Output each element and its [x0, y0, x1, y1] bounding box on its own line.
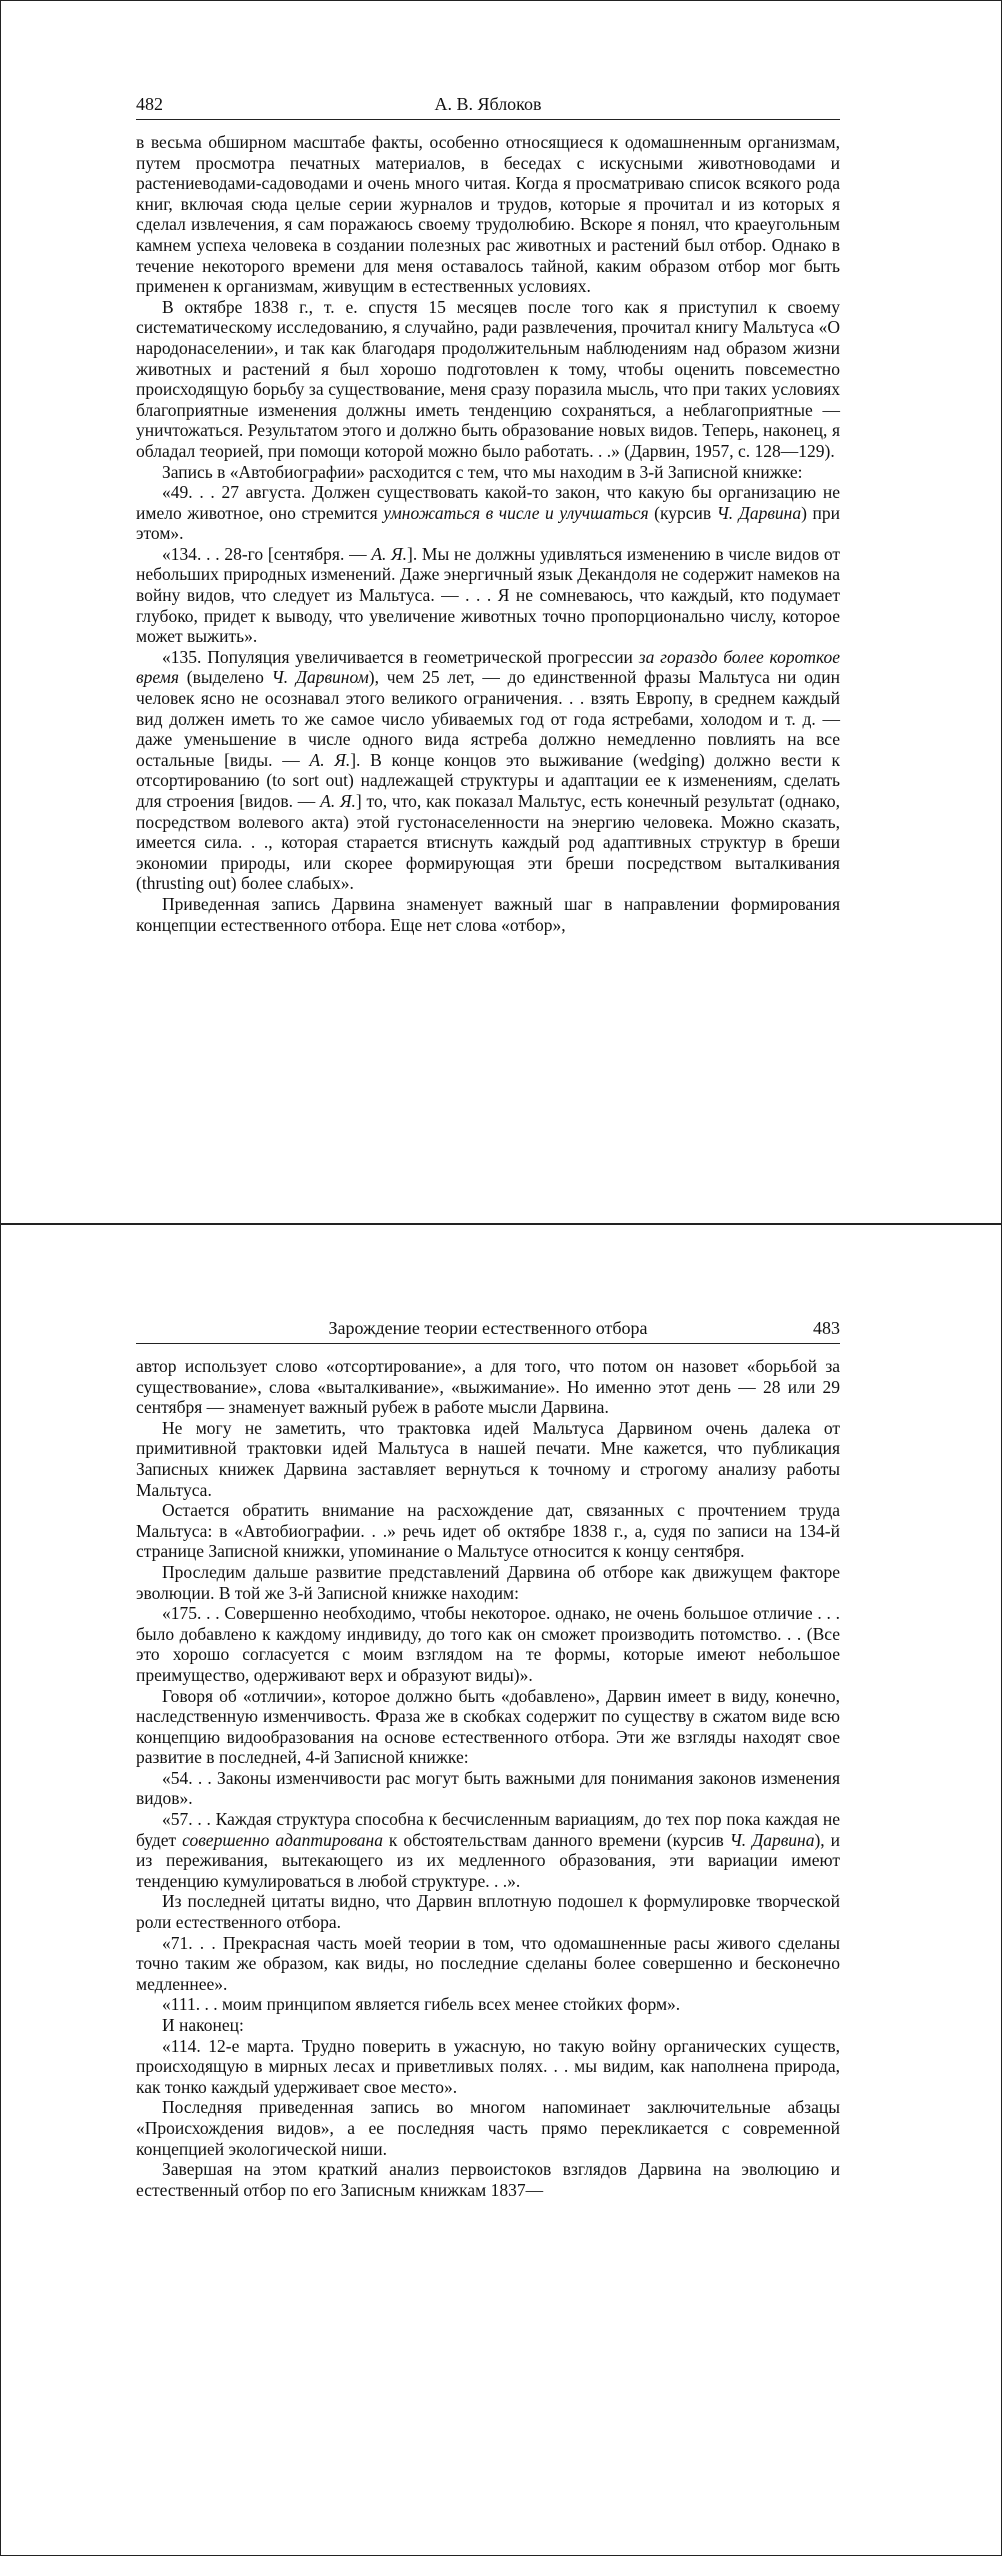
italic-run: А. Я. — [320, 791, 356, 811]
paragraph — [136, 1562, 840, 1603]
text-run: Завершая на этом краткий анализ первоистоков взглядов Дарвина на эволюцию и естественный отбор по его Записным книжкам 1837— — [136, 2159, 840, 2200]
paragraph — [136, 2015, 840, 2036]
italic-run: совершенно адаптирована — [182, 1829, 383, 1850]
page-482 — [0, 0, 1002, 1224]
italic-run: Ч. Дарвина — [716, 502, 802, 523]
text-run: Запись в «Автобиографии» расходится с тем, что мы находим в 3-й Записной книжке: — [162, 461, 803, 482]
paragraph — [136, 1891, 840, 1932]
paragraph — [136, 1933, 840, 1995]
italic-run: умножаться в числе и улучшаться — [383, 502, 649, 523]
italic-run: Ч. Дарвином — [271, 667, 369, 688]
text-run: ), чем 25 лет, — до единственной фразы Мальтуса ни один человек ясно не осознавал этого великого ограничения. . . взять Европу, в среднем каждый вид должен иметь то же самое число убиваемых год от года ястребами, холодом и т. д. — даже уменьшение в числе одного вида ястреба должно немедленно повлиять на все остальные [виды. — — [136, 667, 840, 770]
paragraph — [136, 297, 840, 462]
paragraph — [136, 1809, 840, 1891]
paragraph — [136, 2097, 840, 2159]
header-rule — [136, 1343, 840, 1344]
text-run: Последняя приведенная запись во многом напоминает заключительные абзацы «Происхождения видов», а ее последняя часть прямо перекликается с современной концепцией экологической ниши. — [136, 2097, 840, 2159]
italic-run: А. Я. — [371, 543, 407, 564]
text-run: Приведенная запись Дарвина знаменует важный шаг в направлении формирования концепции естественного отбора. Еще нет слова «отбор», — [136, 893, 840, 935]
paragraph — [136, 1500, 840, 1562]
text-run: ]. Мы не должны удивляться изменению в числе видов от небольших природных изменений. Даже энергичный язык Декандоля не содержит намеков на войну видов, что следует из Мальтуса. — . . . Я не сомневаюсь, что каждый, кто подумает глубоко, придет к выводу, что увеличение животных точно пропорционально числу, которое может выжить». — [136, 543, 840, 647]
text-run: «114. 12-е марта. Трудно поверить в ужасную, но такую войну органических существ, происходящую в мирных лесах и приветливых полях. . . мы видим, как наполнена природа, как тонко каждый удерживает свое место». — [136, 2035, 840, 2097]
page-483 — [0, 1224, 1002, 2556]
text-run: «111. . . моим принципом является гибель всех менее стойких форм». — [162, 1994, 681, 2015]
paragraph — [136, 462, 840, 483]
running-head: Зарождение теории естественного отбора — [328, 1318, 648, 1338]
text-run: (выделено — [178, 667, 272, 688]
running-head: А. В. Яблоков — [434, 94, 542, 114]
text-run: ) при этом». — [136, 502, 840, 544]
text-run: «54. . . Законы изменчивости рас могут быть важными для понимания законов изменения видов». — [136, 1767, 840, 1809]
text-run: Не могу не заметить, что трактовка идей Мальтуса Дарвином очень далека от примитивной трактовки идей Мальтуса в нашей печати. Мне кажется, что публикация Записных книжек Дарвина заставляет вернуться к точному и строгому анализу работы Мальтуса. — [136, 1417, 840, 1500]
text-run: Говоря об «отличии», которое должно быть «добавлено», Дарвин имеет в виду, конечно, наследственную изменчивость. Фраза же в скобках содержит по существу в сжатом виде всю концепцию видообразования на основе естественного отбора. Эти же взгляды находят свое развитие в последней, 4-й Записной книжке: — [136, 1685, 840, 1768]
paragraph — [136, 1686, 840, 1768]
italic-run: А. Я. — [309, 749, 351, 770]
page-number: 483 — [813, 1318, 840, 1338]
paragraph — [136, 2036, 840, 2098]
paragraph — [136, 1418, 840, 1500]
text-run: ] то, что, как показал Мальтус, есть конечный результат (однако, посредством волевого акта) этой густонаселенности на энергию человека. Можно сказать, имеется сила. . ., которая старается втиснуть каждый род адаптивных структур в бреши экономии природы, или скорее формирующая эти бреши посредством выталкивания (thrusting out) более слабых». — [136, 791, 840, 894]
text-run: в весьма обширном масштабе факты, особенно относящиеся к одомашненным организмам, путем просмотра печатных материалов, в беседах с искусными животноводами и растениеводами-садоводами и очень много читая. Когда я просматриваю список всякого рода книг, включая сюда целые серии журналов и трудов, которые я прочитал и из которых я сделал извлечения, я сам поражаюсь своему трудолюбию. Вскоре я понял, что краеугольным камнем успеха человека в создании полезных рас животных и растений был отбор. Однако в течение некоторого времени для меня оставалось тайной, каким образом отбор мог быть применен к организмам, живущим в естественных условиях. — [136, 132, 840, 297]
page-body — [136, 1356, 840, 2200]
text-run: «175. . . Совершенно необходимо, чтобы некоторое. однако, не очень большое отличие . . . было добавлено к каждому индивиду, до того как он сможет производить потомство. . . (Все это хорошо согласуется с моим взглядом на те формы, которые имеют небольшое преимущество, одерживают верх и образуют виды)». — [136, 1603, 840, 1685]
paragraph — [136, 647, 840, 894]
text-run: В октябре 1838 г., т. е. спустя 15 месяцев после того как я приступил к своему систематическому исследованию, я случайно, ради развлечения, прочитал книгу Мальтуса «О народонаселении», и так как благодаря продолжительным наблюдениям над образом жизни животных и растений я был хорошо подготовлен к тому, чтобы оценить повсеместно происходящую борьбу за существование, меня сразу поразила мысль, что при таких условиях благоприятные изменения должны иметь тенденцию сохраняться, а неблагоприятные — уничтожаться. Результатом этого и должно быть образование новых видов. Теперь, наконец, я обладал теорией, при помощи которой можно было работать. . .» (Дарвин, 1957, с. 128—129). — [136, 296, 840, 461]
text-run: (курсив — [648, 502, 717, 523]
text-run: «57. . . Каждая структура способна к бесчисленным вариациям, до тех пор пока каждая не будет — [136, 1809, 840, 1850]
header-rule — [136, 119, 840, 120]
paragraph — [136, 1768, 840, 1809]
text-run: ), и из переживания, вытекающего из их медленного образования, эти вариации имеют тенденцию кумулироваться в любой структуре. . .». — [136, 1829, 840, 1891]
text-run: «134. . . 28-го [сентября. — — [162, 543, 372, 564]
text-run: Проследим дальше развитие представлений Дарвина об отборе как движущем факторе эволюции. В той же 3-й Записной книжке находим: — [136, 1561, 840, 1603]
paragraph — [136, 2159, 840, 2200]
page-number: 482 — [136, 94, 163, 114]
text-run: «135. Популяция увеличивается в геометрической прогрессии — [162, 646, 639, 667]
text-run: автор использует слово «отсортирование», а для того, что потом он назовет «борьбой за существование», слова «выталкивание», «выжимание». Но именно этот день — 28 или 29 сентября — знаменует важный рубеж в работе мысли Дарвина. — [136, 1356, 840, 1418]
italic-run: Ч. Дарвина — [729, 1829, 815, 1850]
text-run: «49. . . 27 августа. Должен существовать какой-то закон, что какую бы организацию не имело животное, оно стремится — [136, 482, 840, 523]
text-run: к обстоятельствам данного времени (курсив — [382, 1829, 730, 1850]
paragraph — [136, 894, 840, 935]
italic-run: за гораздо более короткое время — [136, 646, 840, 688]
text-run: ]. В конце концов это выживание (wedging) должно вести к отсортированию (to sort out) надлежащей структуры и адаптации ее к изменениям, сделать для строения [видов. — — [136, 749, 840, 811]
text-run: Остается обратить внимание на расхождение дат, связанных с прочтением труда Мальтуса: в «Автобиографии. . .» речь идет об октябре 1838 г., а, судя по записи на 134-й странице Записной книжки, упоминание о Мальтусе относится к концу сентября. — [136, 1500, 840, 1562]
page-body — [136, 132, 840, 935]
paragraph — [136, 1994, 840, 2015]
text-run: «71. . . Прекрасная часть моей теории в том, что одомашненные расы живого сделаны точно таким же образом, как виды, но последние сделаны более совершенно и бесконечно медленнее». — [136, 1932, 840, 1994]
text-run: Из последней цитаты видно, что Дарвин вплотную подошел к формулировке творческой роли естественного отбора. — [136, 1891, 840, 1933]
paragraph — [136, 132, 840, 297]
paragraph — [136, 482, 840, 544]
paragraph — [136, 544, 840, 647]
paragraph — [136, 1603, 840, 1685]
paragraph — [136, 1356, 840, 1418]
text-run: И наконец: — [162, 2015, 244, 2035]
